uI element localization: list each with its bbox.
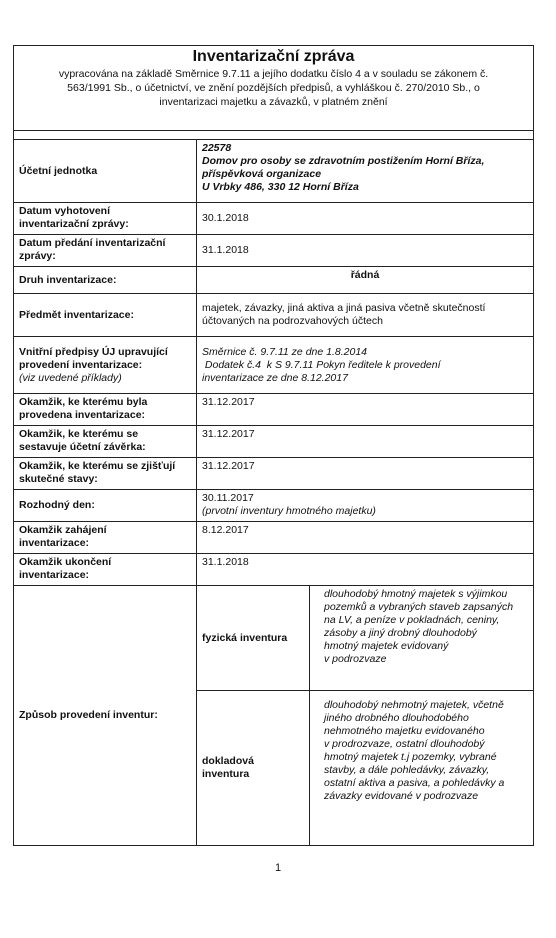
report-table <box>13 45 534 846</box>
value-datum-predani: 31.1.2018 <box>197 235 534 267</box>
label-dokladova-inventura <box>197 691 310 846</box>
value-fyzicka-inventura <box>310 586 534 691</box>
value-line: v prodrozvaze, ostatní dlouhodobý <box>324 738 485 750</box>
label-line: provedena inventarizace: <box>19 409 146 421</box>
label-line: Datum předání inventarizační <box>19 237 166 249</box>
label-druh: Druh inventarizace: <box>14 267 197 294</box>
row-zahajeni <box>14 522 534 554</box>
value-okamzik-provedena: 31.12.2017 <box>197 394 534 426</box>
label-ukonceni <box>14 554 197 586</box>
subtitle-line-2: 563/1991 Sb., o účetnictví, ve znění pozdějších předpisů, a vyhláškou č. 270/2010 Sb., o <box>67 82 480 94</box>
value-line: dlouhodobý hmotný majetek s výjimkou <box>324 588 508 600</box>
label-line: dokladová <box>202 755 254 767</box>
label-okamzik-stavy <box>14 458 197 490</box>
label-rozhodny-den: Rozhodný den: <box>14 490 197 522</box>
label-okamzik-zaverka <box>14 426 197 458</box>
row-datum-predani <box>14 235 534 267</box>
row-druh <box>14 267 534 294</box>
label-line: sestavuje účetní závěrka: <box>19 441 146 453</box>
label-line: Okamžik, ke kterému se zjišťují <box>19 460 176 472</box>
value-line: dlouhodobý nehmotný majetek, včetně <box>324 699 504 711</box>
label-zahajeni <box>14 522 197 554</box>
subtitle-line-3: inventarizaci majetku a závazků, v platném znění <box>159 96 388 108</box>
value-predpisy <box>197 337 534 394</box>
report-page <box>13 45 533 846</box>
row-okamzik-stavy <box>14 458 534 490</box>
label-line: inventarizační zprávy: <box>19 218 129 230</box>
value-predmet <box>197 294 534 337</box>
header-row <box>14 46 534 131</box>
label-predpisy <box>14 337 197 394</box>
value-line: hmotný majetek t.j pozemky, vybrané <box>324 751 497 763</box>
row-rozhodny-den <box>14 490 534 522</box>
header-cell <box>14 46 534 131</box>
row-zpusob-fyzicka <box>14 586 534 691</box>
value-okamzik-stavy: 31.12.2017 <box>197 458 534 490</box>
label-ucetni-jednotka: Účetní jednotka <box>14 140 197 203</box>
label-line: inventarizace: <box>19 569 90 581</box>
label-line: provedení inventarizace: <box>19 358 143 371</box>
row-datum-vyhotoveni <box>14 203 534 235</box>
label-line: Okamžik ukončení <box>19 556 112 568</box>
value-line: na LV, a peníze v pokladnách, ceniny, <box>324 614 500 626</box>
value-ukonceni: 31.1.2018 <box>197 554 534 586</box>
label-datum-predani <box>14 235 197 267</box>
value-line: 30.11.2017 <box>202 492 254 504</box>
row-predpisy <box>14 337 534 394</box>
value-line: Směrnice č. 9.7.11 ze dne 1.8.2014 <box>202 345 367 358</box>
value-dokladova-inventura <box>310 691 534 846</box>
subtitle-line-1: vypracována na základě Směrnice 9.7.11 a jejího dodatku číslo 4 a v souladu se zákonem č. <box>58 68 489 80</box>
value-line: zásoby a jiný drobný dlouhodobý <box>324 627 477 639</box>
spacer-row <box>14 131 534 140</box>
label-line: Okamžik, ke kterému byla <box>19 396 148 408</box>
ico: 22578 <box>202 142 232 154</box>
value-line: inventarizace ze dne 8.12.2017 <box>202 371 348 384</box>
value-line: v podrozvaze <box>324 653 387 665</box>
value-line: stavby, a dále pohledávky, závazky, <box>324 764 490 776</box>
value-line: ostatní aktiva a pasiva, a pohledávky a <box>324 777 505 789</box>
value-datum-vyhotoveni: 30.1.2018 <box>197 203 534 235</box>
label-line: zprávy: <box>19 250 56 262</box>
value-line: jiného drobného dlouhodobého <box>324 712 469 724</box>
value-note: (prvotní inventury hmotného majetku) <box>202 505 376 517</box>
label-line: skutečné stavy: <box>19 473 98 485</box>
page-number: 1 <box>274 862 282 874</box>
value-zahajeni: 8.12.2017 <box>197 522 534 554</box>
label-line: inventarizace: <box>19 537 90 549</box>
value-line: hmotný majetek evidovaný <box>324 640 449 652</box>
label-line: Datum vyhotovení <box>19 205 111 217</box>
label-zpusob: Způsob provedení inventur: <box>14 586 197 846</box>
label-line: inventura <box>202 768 250 780</box>
label-line: Okamžik zahájení <box>19 524 107 536</box>
value-line: nehmotného majetku evidovaného <box>324 725 485 737</box>
value-rozhodny-den <box>197 490 534 522</box>
label-datum-vyhotoveni <box>14 203 197 235</box>
value-ucetni-jednotka <box>197 140 534 203</box>
value-line: účtovaných na podrozvahových účtech <box>202 315 383 327</box>
label-line: Vnitřní předpisy ÚJ upravující <box>19 345 168 358</box>
value-druh: řádná <box>197 267 534 294</box>
row-ucetni-jednotka <box>14 140 534 203</box>
org-address: U Vrbky 486, 330 12 Horní Bříza <box>202 181 359 193</box>
row-predmet <box>14 294 534 337</box>
label-note: (viz uvedené příklady) <box>19 371 122 384</box>
value-okamzik-zaverka: 31.12.2017 <box>197 426 534 458</box>
value-line: Dodatek č.4 k S 9.7.11 Pokyn ředitele k provedení <box>202 358 441 371</box>
label-predmet: Předmět inventarizace: <box>14 294 197 337</box>
row-okamzik-provedena <box>14 394 534 426</box>
label-fyzicka-inventura: fyzická inventura <box>197 586 310 691</box>
report-title: Inventarizační zpráva <box>192 48 355 65</box>
org-name-2: příspěvková organizace <box>202 168 322 180</box>
value-line: závazky evidované v podrozvaze <box>324 790 479 802</box>
org-name-1: Domov pro osoby se zdravotním postižením Horní Bříza, <box>202 155 485 167</box>
value-line: pozemků a vybraných staveb zapsaných <box>324 601 514 613</box>
label-line: Okamžik, ke kterému se <box>19 428 139 440</box>
value-line: majetek, závazky, jiná aktiva a jiná pasiva včetně skutečností <box>202 302 486 314</box>
row-okamzik-zaverka <box>14 426 534 458</box>
label-okamzik-provedena <box>14 394 197 426</box>
row-ukonceni <box>14 554 534 586</box>
